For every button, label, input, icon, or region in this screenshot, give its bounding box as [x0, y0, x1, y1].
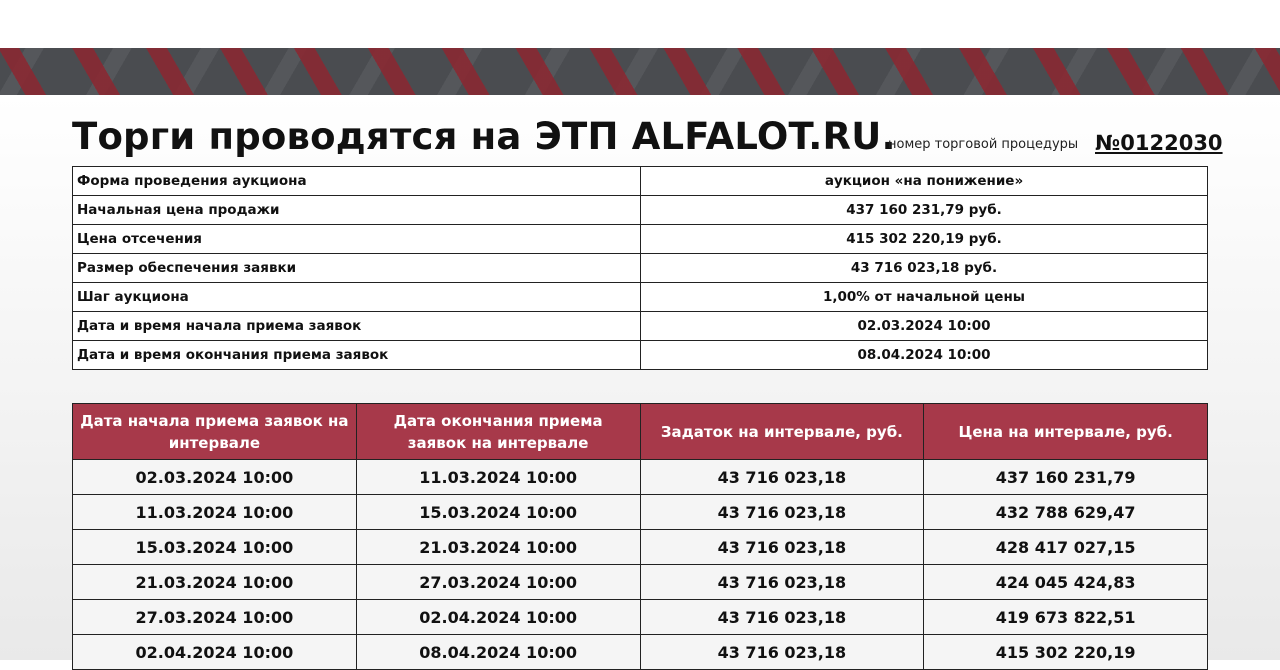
info-value: 43 716 023,18 руб.	[641, 254, 1208, 283]
info-value: 437 160 231,79 руб.	[641, 196, 1208, 225]
info-value: 1,00% от начальной цены	[641, 283, 1208, 312]
info-label: Дата и время начала приема заявок	[73, 312, 641, 341]
decorative-banner	[0, 48, 1280, 95]
info-row	[73, 167, 1208, 196]
table-row	[73, 565, 1208, 600]
interval-start-cell: 27.03.2024 10:00	[73, 600, 357, 635]
price-cell: 428 417 027,15	[924, 530, 1208, 565]
info-row	[73, 341, 1208, 370]
info-label: Дата и время окончания приема заявок	[73, 341, 641, 370]
info-label: Форма проведения аукциона	[73, 167, 641, 196]
deposit-cell: 43 716 023,18	[640, 565, 924, 600]
table-row	[73, 635, 1208, 670]
price-cell: 419 673 822,51	[924, 600, 1208, 635]
price-cell: 415 302 220,19	[924, 635, 1208, 670]
interval-end-cell: 27.03.2024 10:00	[356, 565, 640, 600]
table-row	[73, 495, 1208, 530]
procedure-number-label: номер торговой процедуры	[888, 137, 1079, 152]
column-header-interval-start: Дата начала приема заявок на интервале	[73, 404, 357, 460]
procedure-number: №0122030	[1095, 131, 1223, 155]
info-value: 08.04.2024 10:00	[641, 341, 1208, 370]
auction-info-table	[72, 166, 1208, 370]
info-label: Цена отсечения	[73, 225, 641, 254]
info-row	[73, 196, 1208, 225]
deposit-cell: 43 716 023,18	[640, 495, 924, 530]
price-cell: 437 160 231,79	[924, 460, 1208, 495]
column-header-price: Цена на интервале, руб.	[924, 404, 1208, 460]
interval-end-cell: 15.03.2024 10:00	[356, 495, 640, 530]
deposit-cell: 43 716 023,18	[640, 635, 924, 670]
price-cell: 424 045 424,83	[924, 565, 1208, 600]
table-row	[73, 600, 1208, 635]
schedule-header-row	[73, 404, 1208, 460]
table-row	[73, 530, 1208, 565]
info-label: Шаг аукциона	[73, 283, 641, 312]
interval-start-cell: 15.03.2024 10:00	[73, 530, 357, 565]
interval-end-cell: 08.04.2024 10:00	[356, 635, 640, 670]
info-row	[73, 225, 1208, 254]
deposit-cell: 43 716 023,18	[640, 600, 924, 635]
info-row	[73, 312, 1208, 341]
interval-end-cell: 21.03.2024 10:00	[356, 530, 640, 565]
interval-start-cell: 02.03.2024 10:00	[73, 460, 357, 495]
info-label: Начальная цена продажи	[73, 196, 641, 225]
interval-start-cell: 02.04.2024 10:00	[73, 635, 357, 670]
page-title: Торги проводятся на ЭТП ALFALOT.RU.	[72, 115, 896, 158]
table-row	[73, 460, 1208, 495]
column-header-interval-end: Дата окончания приема заявок на интервале	[356, 404, 640, 460]
interval-start-cell: 21.03.2024 10:00	[73, 565, 357, 600]
price-cell: 432 788 629,47	[924, 495, 1208, 530]
price-schedule-table	[72, 403, 1208, 670]
info-row	[73, 283, 1208, 312]
info-value: аукцион «на понижение»	[641, 167, 1208, 196]
info-label: Размер обеспечения заявки	[73, 254, 641, 283]
column-header-deposit: Задаток на интервале, руб.	[640, 404, 924, 460]
deposit-cell: 43 716 023,18	[640, 460, 924, 495]
info-value: 415 302 220,19 руб.	[641, 225, 1208, 254]
info-value: 02.03.2024 10:00	[641, 312, 1208, 341]
interval-end-cell: 02.04.2024 10:00	[356, 600, 640, 635]
info-row	[73, 254, 1208, 283]
deposit-cell: 43 716 023,18	[640, 530, 924, 565]
interval-end-cell: 11.03.2024 10:00	[356, 460, 640, 495]
interval-start-cell: 11.03.2024 10:00	[73, 495, 357, 530]
